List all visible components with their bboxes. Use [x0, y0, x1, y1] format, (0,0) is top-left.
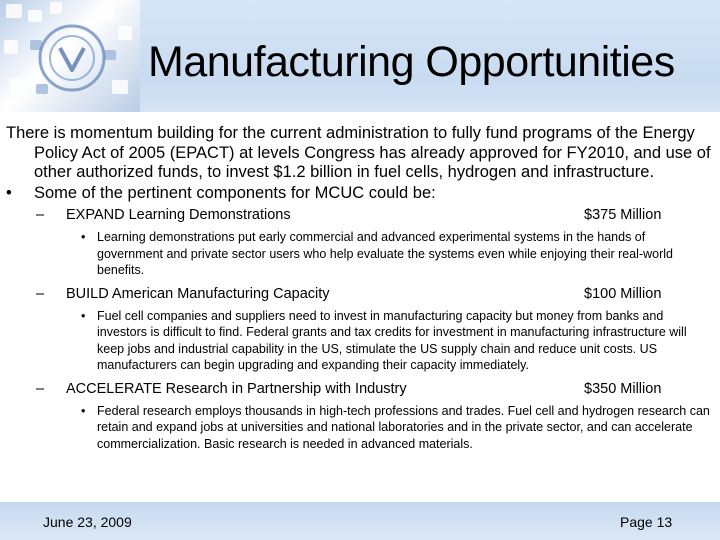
item-label: BUILD American Manufacturing Capacity [66, 285, 330, 302]
slide-header [0, 0, 720, 112]
list-item [6, 380, 716, 398]
dash-icon: – [36, 207, 45, 223]
item-detail [6, 229, 716, 279]
item-label: EXPAND Learning Demonstrations [66, 207, 291, 223]
list-item [6, 206, 716, 224]
bullet-icon: • [6, 183, 12, 202]
slide-footer [0, 502, 720, 540]
bullet-components [6, 184, 716, 204]
item-amount: $100 Million [584, 285, 662, 302]
dash-icon: – [36, 380, 45, 397]
bullet-text: Some of the pertinent components for MCUC could be: [34, 183, 436, 202]
item-detail-text: Fuel cell companies and suppliers need to invest in manufacturing capacity but money from banks and investors is difficult to find. Federal grants and tax credits for investment in manufacturing infrastructure will keep jobs and industrial capability in the US, stimulate the US supply chain and reduce unit costs. US manufacturers can begin upgrading and expanding their capacity immediately. [97, 308, 687, 372]
item-detail-text: Federal research employs thousands in high-tech professions and trades. Fuel cell and hydrogen research can retain and expand jobs at universities and national laboratories and in the private sector, and can accelerate commercialization. Basic research is needed in advanced materials. [97, 403, 710, 451]
bullet-icon: • [81, 230, 86, 244]
logo-emblem-icon [0, 0, 140, 112]
page-number: Page 13 [620, 514, 673, 530]
footer-date: June 23, 2009 [43, 514, 132, 530]
bullet-icon: • [81, 308, 86, 323]
item-label: ACCELERATE Research in Partnership with Industry [66, 380, 407, 397]
logo-graphic [0, 0, 140, 112]
item-detail-text: Learning demonstrations put early commercial and advanced experimental systems in the hands of government and private sector users who help evaluate the systems even while enjoying their real-world benefits. [97, 230, 673, 277]
item-amount: $350 Million [584, 380, 662, 397]
bullet-icon: • [81, 403, 86, 418]
intro-paragraph: There is momentum building for the current administration to fully fund programs of the Energy Policy Act of 2005 (EPACT) at levels Congress has already approved for FY2010, and use of other authorized funds, to invest $1.2 billion in fuel cells, hydrogen and infrastructure. [6, 124, 711, 181]
dash-icon: – [36, 285, 45, 302]
item-detail [6, 403, 716, 453]
item-amount: $375 Million [584, 207, 662, 223]
list-item [6, 285, 716, 303]
item-detail [6, 308, 716, 374]
slide-body [6, 124, 716, 452]
slide-title: Manufacturing Opportunities [148, 38, 675, 86]
